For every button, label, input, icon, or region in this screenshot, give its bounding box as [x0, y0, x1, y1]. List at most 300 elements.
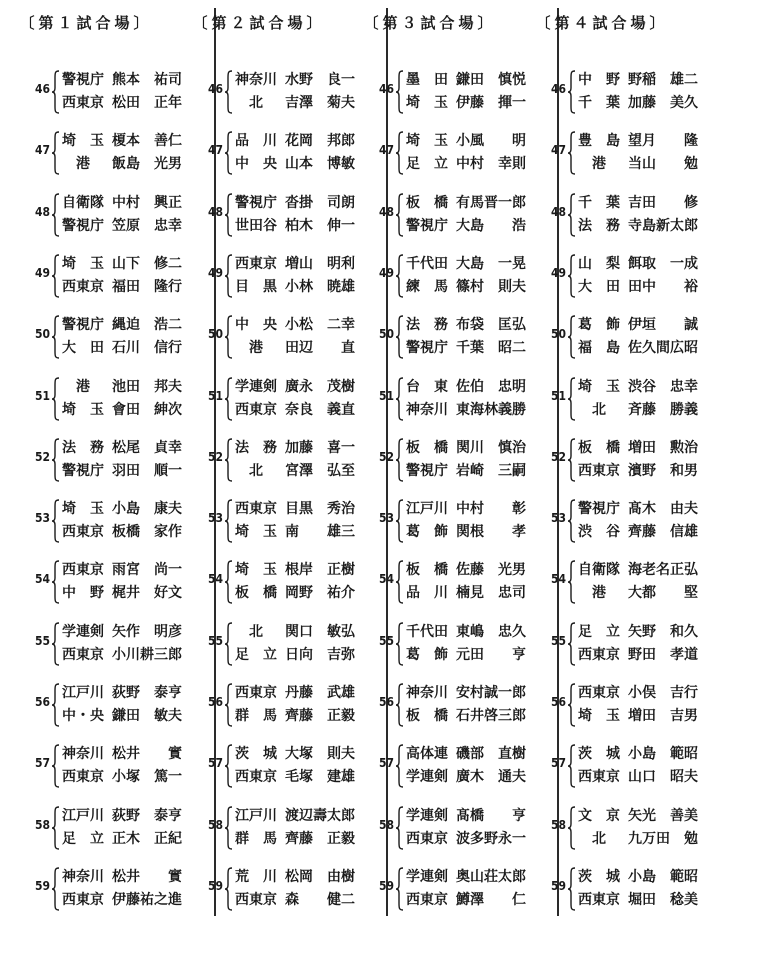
column-header: 〔第３試合場〕	[363, 14, 497, 32]
affiliation: 北	[235, 95, 263, 111]
competitor-name: 矢作 明彦	[112, 623, 182, 640]
match-number: 54	[378, 572, 394, 587]
match-row	[540, 742, 712, 792]
affiliation: 西東京	[235, 685, 277, 701]
affiliation: 西東京	[578, 685, 620, 701]
affiliation: 神奈川	[62, 868, 104, 885]
competitor-name: 小林 暁雄	[285, 278, 355, 295]
match-number: 58	[34, 817, 50, 832]
brace-icon	[51, 377, 60, 421]
affiliation: 台 東	[406, 378, 448, 395]
affiliation: 江戸川	[62, 807, 104, 824]
match-row	[540, 375, 712, 425]
brace-icon	[224, 560, 233, 604]
match-row	[24, 68, 196, 118]
competitor-name: 會田 紳次	[112, 401, 182, 418]
competitor-name: 東海林義勝	[456, 401, 526, 418]
competitor-name: 矢光 善美	[628, 807, 698, 824]
competitor-name: 伊垣 誠	[628, 317, 698, 334]
affiliation: 西東京	[62, 278, 104, 295]
competitor-name: 佐伯 忠明	[456, 378, 526, 395]
competitor-name: 田辺 直	[285, 340, 355, 357]
competitor-name: 望月 隆	[628, 133, 698, 150]
brace-icon	[224, 744, 233, 788]
competitor-top	[578, 620, 714, 642]
competitor-name: 正木 正紀	[112, 830, 182, 847]
affiliation: 西東京	[62, 562, 104, 579]
brace-icon	[567, 70, 576, 114]
match-number: 53	[378, 511, 394, 526]
match-number: 47	[550, 143, 566, 158]
match-row	[540, 865, 712, 915]
affiliation: 茨 城	[235, 746, 277, 763]
brace-icon	[567, 744, 576, 788]
affiliation: 西東京	[62, 524, 104, 541]
affiliation: 西東京	[235, 401, 277, 418]
competitor-bottom	[578, 91, 714, 113]
brace-icon	[51, 560, 60, 604]
brace-icon	[567, 315, 576, 359]
brace-icon	[567, 254, 576, 298]
competitor-name: 縄迫 浩二	[112, 317, 182, 334]
affiliation: 学連剣	[406, 868, 448, 885]
competitor-name: 加藤 喜一	[285, 439, 355, 456]
affiliation: 学連剣	[235, 378, 277, 395]
affiliation: 警視庁	[62, 462, 104, 479]
competitor-name: 吉田 修	[628, 194, 698, 211]
affiliation: 神奈川	[62, 746, 104, 763]
competitor-bottom	[578, 888, 714, 910]
affiliation: 福 島	[578, 340, 620, 357]
competitor-name: 寺島新太郎	[628, 217, 698, 234]
affiliation: 足 立	[235, 646, 277, 663]
match-row	[368, 497, 540, 547]
competitor-name: 田中 裕	[628, 278, 698, 295]
competitor-bottom	[578, 152, 714, 174]
affiliation: 江戸川	[62, 685, 104, 701]
match-row	[368, 865, 540, 915]
competitor-name: 篠村 則夫	[456, 278, 526, 295]
brace-icon	[395, 683, 404, 727]
competitor-name: 熊本 祐司	[112, 72, 182, 88]
column-header: 〔第１試合場〕	[19, 14, 153, 32]
competitor-name: 廣永 茂樹	[285, 378, 355, 395]
brace-icon	[395, 560, 404, 604]
competitor-name: 斉藤 勝義	[628, 401, 698, 418]
affiliation: 法 務	[406, 317, 448, 334]
competitor-name: 関口 敏弘	[285, 623, 355, 640]
match-number: 59	[34, 878, 50, 893]
affiliation: 警視庁	[235, 194, 277, 211]
affiliation: 群 馬	[235, 830, 277, 847]
affiliation: 警視庁	[406, 340, 448, 357]
competitor-name: 小島 範昭	[628, 746, 698, 763]
match-number: 47	[378, 143, 394, 158]
match-number: 58	[207, 817, 223, 832]
match-row	[368, 620, 540, 670]
competitor-name: 花岡 邦郎	[285, 133, 355, 150]
competitor-name: 増山 明利	[285, 255, 355, 272]
match-row	[368, 681, 540, 731]
affiliation: 西東京	[62, 891, 104, 908]
competitor-name: 齊藤 正毅	[285, 708, 355, 724]
competitor-name: 九万田 勉	[628, 830, 698, 847]
match-row	[540, 68, 712, 118]
affiliation: 練 馬	[406, 278, 448, 295]
match-number: 50	[550, 327, 566, 342]
brace-icon	[51, 193, 60, 237]
match-row	[540, 497, 712, 547]
competitor-name: 関川 慎治	[456, 439, 526, 456]
affiliation: 西東京	[235, 255, 277, 272]
match-number: 46	[207, 82, 223, 96]
brace-icon	[567, 806, 576, 850]
affiliation: 北	[235, 623, 263, 640]
match-number: 46	[34, 82, 50, 96]
affiliation: 西東京	[62, 646, 104, 663]
match-row	[368, 191, 540, 241]
affiliation: 西東京	[235, 501, 277, 518]
affiliation: 警視庁	[406, 462, 448, 479]
match-row	[24, 558, 196, 608]
competitor-name: 福田 隆行	[112, 278, 182, 295]
brace-icon	[395, 438, 404, 482]
match-number: 47	[34, 143, 50, 158]
match-number: 49	[550, 265, 566, 280]
brace-icon	[567, 683, 576, 727]
affiliation: 警視庁	[62, 317, 104, 334]
match-number: 59	[207, 878, 223, 893]
competitor-name: 松岡 由樹	[285, 868, 355, 885]
affiliation: 渋 谷	[578, 524, 620, 541]
match-number: 53	[34, 511, 50, 526]
competitor-name: 伊藤祐之進	[112, 891, 182, 908]
competitor-name: 渡辺壽太郎	[285, 807, 355, 824]
affiliation: 埼 玉	[578, 708, 620, 724]
brace-icon	[567, 377, 576, 421]
competitor-name: 小俣 吉行	[628, 685, 698, 701]
affiliation: 板 橋	[578, 439, 620, 456]
affiliation: 葛 飾	[406, 524, 448, 541]
competitor-name: 濱野 和男	[628, 462, 698, 479]
match-number: 46	[550, 82, 566, 96]
competitor-name: 野稲 雄二	[628, 72, 698, 88]
competitor-name: 伊藤 揮一	[456, 95, 526, 111]
competitor-name: 安村誠一郎	[456, 685, 526, 701]
competitor-name: 荻野 泰亨	[112, 685, 182, 701]
competitor-bottom	[578, 581, 714, 603]
competitor-top	[578, 742, 714, 764]
competitor-name: 髙橋 亨	[456, 807, 526, 824]
affiliation: 警視庁	[62, 72, 104, 88]
competitor-name: 丹藤 武雄	[285, 685, 355, 701]
match-row	[24, 129, 196, 179]
match-row	[368, 375, 540, 425]
brace-icon	[395, 377, 404, 421]
brace-icon	[224, 499, 233, 543]
competitor-name: 目黒 秀治	[285, 501, 355, 518]
affiliation: 足 立	[578, 623, 620, 640]
affiliation: 大 田	[578, 278, 620, 295]
affiliation: 群 馬	[235, 708, 277, 724]
competitor-name: 矢野 和久	[628, 623, 698, 640]
brace-icon	[224, 254, 233, 298]
brace-icon	[395, 806, 404, 850]
affiliation: 西東京	[62, 769, 104, 786]
brace-icon	[395, 499, 404, 543]
affiliation: 学連剣	[62, 623, 104, 640]
affiliation: 埼 玉	[62, 255, 104, 272]
brace-icon	[51, 254, 60, 298]
competitor-name: 山口 昭夫	[628, 769, 698, 786]
competitor-name: 海老名正弘	[628, 562, 698, 579]
affiliation: 墨 田	[406, 72, 448, 88]
competitor-name: 関根 孝	[456, 524, 526, 541]
competitor-name: 沓掛 司朗	[285, 194, 355, 211]
affiliation: 西東京	[235, 769, 277, 786]
match-number: 54	[34, 572, 50, 587]
brace-icon	[395, 744, 404, 788]
competitor-name: 小川耕三郎	[112, 646, 182, 663]
match-row	[540, 558, 712, 608]
match-number: 47	[207, 143, 223, 158]
competitor-name: 笠原 忠幸	[112, 217, 182, 234]
competitor-name: 増田 勲治	[628, 439, 698, 456]
match-row	[368, 68, 540, 118]
affiliation: 高体連	[406, 746, 448, 763]
competitor-name: 小松 二幸	[285, 317, 355, 334]
affiliation: 板 橋	[406, 439, 448, 456]
affiliation: 北	[578, 830, 606, 847]
affiliation: 西東京	[62, 95, 104, 111]
match-number: 54	[207, 572, 223, 587]
affiliation: 千 葉	[578, 95, 620, 111]
match-number: 57	[207, 756, 223, 771]
competitor-name: 鱒澤 仁	[456, 891, 526, 908]
competitor-name: 大島 一晃	[456, 255, 526, 272]
brace-icon	[224, 315, 233, 359]
affiliation: 中・央	[62, 708, 104, 724]
match-number: 50	[207, 327, 223, 342]
competitor-name: 松井 實	[112, 868, 182, 885]
competitor-name: 大都 堅	[628, 585, 698, 602]
competitor-name: 小島 康夫	[112, 501, 182, 518]
competitor-name: 日向 吉弥	[285, 646, 355, 663]
competitor-top	[578, 558, 714, 580]
match-number: 55	[207, 633, 223, 648]
affiliation: 港	[62, 156, 90, 173]
competitor-name: 岡野 祐介	[285, 585, 355, 602]
brace-icon	[567, 867, 576, 911]
match-column-3	[344, 0, 526, 962]
competitor-name: 野田 孝道	[628, 646, 698, 663]
competitor-name: 池田 邦夫	[112, 378, 182, 395]
affiliation: 茨 城	[578, 868, 620, 885]
competitor-name: 榎本 善仁	[112, 133, 182, 150]
competitor-name: 南 雄三	[285, 524, 355, 541]
competitor-bottom	[578, 827, 714, 849]
competitor-name: 吉澤 菊夫	[285, 95, 355, 111]
match-row	[368, 313, 540, 363]
competitor-bottom	[578, 275, 714, 297]
match-row	[368, 129, 540, 179]
match-number: 48	[550, 204, 566, 219]
match-row	[24, 436, 196, 486]
affiliation: 埼 玉	[406, 95, 448, 111]
competitor-name: 餌取 一成	[628, 255, 698, 272]
match-number: 57	[34, 756, 50, 771]
match-row	[540, 129, 712, 179]
affiliation: 大 田	[62, 340, 104, 357]
affiliation: 北	[578, 401, 606, 418]
competitor-name: 柏木 伸一	[285, 217, 355, 234]
affiliation: 西東京	[578, 462, 620, 479]
match-row	[368, 558, 540, 608]
match-row	[24, 742, 196, 792]
affiliation: 中 央	[235, 317, 277, 334]
match-number: 56	[378, 695, 394, 709]
brace-icon	[567, 560, 576, 604]
competitor-name: 岩崎 三嗣	[456, 462, 526, 479]
competitor-name: 石川 信行	[112, 340, 182, 357]
match-number: 58	[378, 817, 394, 832]
affiliation: 江戸川	[235, 807, 277, 824]
competitor-top	[578, 681, 714, 703]
competitor-name: 中村 彰	[456, 501, 526, 518]
affiliation: 文 京	[578, 807, 620, 824]
competitor-name: 水野 良一	[285, 72, 355, 88]
competitor-name: 奥山荘太郎	[456, 868, 526, 885]
affiliation: 葛 飾	[406, 646, 448, 663]
competitor-top	[578, 191, 714, 213]
match-row	[368, 742, 540, 792]
match-number: 48	[34, 204, 50, 219]
competitor-name: 元田 亨	[456, 646, 526, 663]
affiliation: 板 橋	[406, 562, 448, 579]
affiliation: 中 央	[235, 156, 277, 173]
affiliation: 法 務	[62, 439, 104, 456]
competitor-name: 松井 實	[112, 746, 182, 763]
affiliation: 神奈川	[406, 685, 448, 701]
affiliation: 法 務	[578, 217, 620, 234]
affiliation: 板 橋	[235, 585, 277, 602]
affiliation: 警視庁	[62, 217, 104, 234]
competitor-name: 根岸 正樹	[285, 562, 355, 579]
affiliation: 豊 島	[578, 133, 620, 150]
affiliation: 山 梨	[578, 255, 620, 272]
match-column-2	[173, 0, 355, 962]
brace-icon	[51, 131, 60, 175]
competitor-bottom	[578, 336, 714, 358]
competitor-name: 有馬晋一郎	[456, 194, 526, 211]
match-number: 52	[34, 449, 50, 464]
match-row	[540, 252, 712, 302]
match-row	[368, 252, 540, 302]
match-row	[540, 804, 712, 854]
affiliation: 埼 玉	[406, 133, 448, 150]
competitor-name: 梶井 好文	[112, 585, 182, 602]
brace-icon	[395, 193, 404, 237]
match-number: 55	[34, 633, 50, 648]
competitor-name: 宮澤 弘至	[285, 462, 355, 479]
brace-icon	[224, 438, 233, 482]
competitor-name: 中村 幸則	[456, 156, 526, 173]
brace-icon	[395, 254, 404, 298]
affiliation: 足 立	[62, 830, 104, 847]
match-number: 56	[550, 695, 566, 709]
competitor-name: 千葉 昭二	[456, 340, 526, 357]
affiliation: 埼 玉	[62, 401, 104, 418]
brace-icon	[395, 315, 404, 359]
affiliation: 板 橋	[406, 708, 448, 724]
affiliation: 北	[235, 462, 263, 479]
competitor-bottom	[578, 765, 714, 787]
match-number: 52	[550, 449, 566, 464]
match-number: 59	[550, 878, 566, 893]
affiliation: 港	[578, 585, 606, 602]
competitor-name: 森 健二	[285, 891, 355, 908]
brace-icon	[567, 622, 576, 666]
affiliation: 千 葉	[578, 194, 620, 211]
competitor-name: 小島 範昭	[628, 868, 698, 885]
competitor-name: 齊藤 正毅	[285, 830, 355, 847]
match-number: 50	[378, 327, 394, 342]
match-row	[540, 681, 712, 731]
match-number: 56	[207, 695, 223, 709]
brace-icon	[224, 622, 233, 666]
affiliation: 学連剣	[406, 769, 448, 786]
match-number: 50	[34, 327, 50, 342]
match-number: 52	[207, 449, 223, 464]
affiliation: 港	[62, 378, 90, 395]
match-row	[24, 375, 196, 425]
match-row	[24, 191, 196, 241]
brace-icon	[224, 867, 233, 911]
competitor-top	[578, 68, 714, 90]
affiliation: 世田谷	[235, 217, 277, 234]
affiliation: 江戸川	[406, 501, 448, 518]
competitor-bottom	[578, 704, 714, 726]
affiliation: 中 野	[578, 72, 620, 88]
competitor-name: 大島 浩	[456, 217, 526, 234]
match-number: 51	[207, 388, 223, 403]
brace-icon	[51, 315, 60, 359]
competitor-name: 山下 修二	[112, 255, 182, 272]
brace-icon	[224, 131, 233, 175]
affiliation: 神奈川	[235, 72, 277, 88]
affiliation: 埼 玉	[62, 501, 104, 518]
brace-icon	[395, 131, 404, 175]
competitor-bottom	[578, 398, 714, 420]
competitor-name: 松尾 貞幸	[112, 439, 182, 456]
brace-icon	[51, 499, 60, 543]
competitor-name: 飯島 光男	[112, 156, 182, 173]
affiliation: 法 務	[235, 439, 277, 456]
competitor-name: 当山 勉	[628, 156, 698, 173]
match-row	[24, 681, 196, 731]
match-number: 53	[550, 511, 566, 526]
competitor-name: 堀田 稔美	[628, 891, 698, 908]
competitor-name: 加藤 美久	[628, 95, 698, 111]
match-row	[368, 804, 540, 854]
match-number: 51	[550, 388, 566, 403]
competitor-top	[578, 436, 714, 458]
brace-icon	[51, 867, 60, 911]
brace-icon	[395, 622, 404, 666]
competitor-top	[578, 804, 714, 826]
affiliation: 自衛隊	[578, 562, 620, 579]
affiliation: 学連剣	[406, 807, 448, 824]
